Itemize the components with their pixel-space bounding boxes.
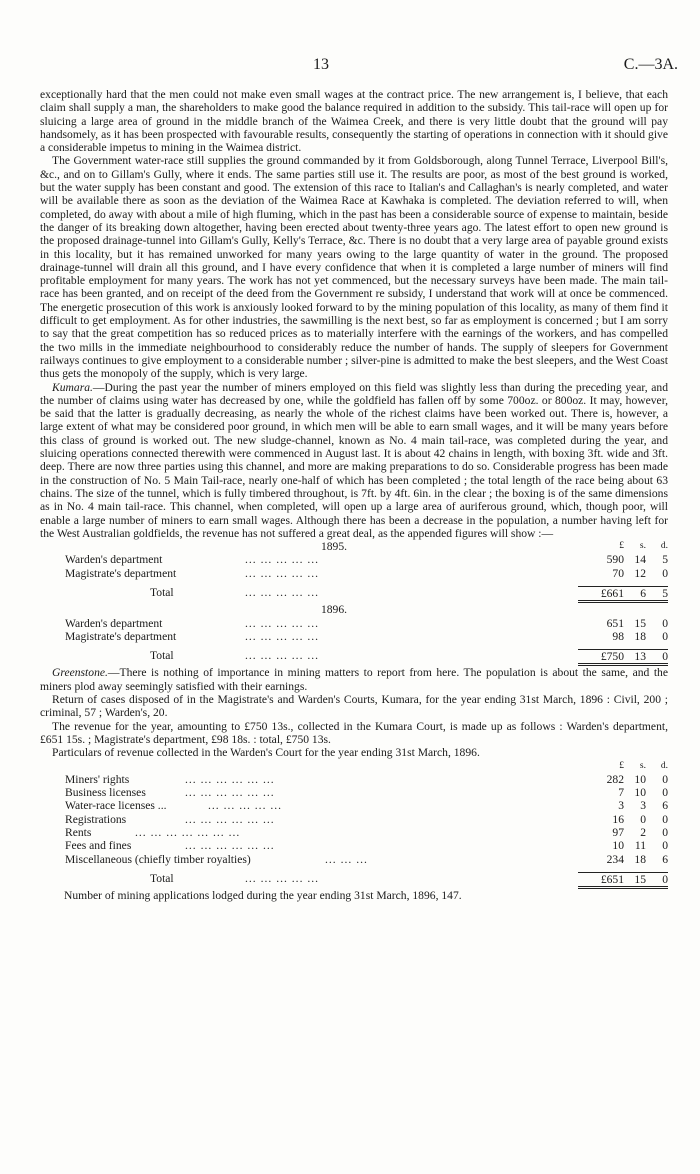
table-row: Miners' rights ... ... ... ... ... ... 282 10 0 [65, 772, 668, 786]
page-number: 13 [313, 56, 329, 73]
table-row: Water-race licenses ... ... ... ... ... ... 3 3 6 [65, 799, 668, 813]
paragraph-return: Return of cases disposed of in the Magistrate's and Warden's Courts, Kumara, for the year ending 31st March, 1896 : Civil, 200 ; criminal, 57 ; Warden's, 20. [40, 693, 668, 720]
pence-header: d. [660, 541, 668, 552]
page-header [30, 56, 678, 76]
shilling-header: s. [639, 541, 646, 552]
pound-header: £ [619, 541, 624, 552]
table-total-row: Total ... ... ... ... ... £661 6 5 [40, 586, 668, 603]
paragraph-water-race: The Government water-race still supplies the ground commanded by it from Goldsborough, along Tunnel Terrace, Liverpool Bill's, &c., and on to Gillam's Gully, where it ends. The same parties still use it. The results are poor, as most of the best ground is worked, but the water supply has been constant and good. The extension of this race to Italian's and Callaghan's is nearly completed, and water will be available there as soon as the deviation of the Waimea Race at Kawhaka is completed. The deviation referred to will, when completed, do away with about a mile of high fluming, which in the past has been a considerable source of expense to maintain, beside the danger of its breaking down altogether, having been erected about twenty-three years ago. The latest effort to open new ground is the proposed drainage-tunnel into Gillam's Gully, Kelly's Terrace, &c. There is no doubt that a very large area of payable ground exists in this locality, but it has remained unworked for many years owing to the large quantity of water in the ground. The proposed drainage-tunnel will drain all this ground, and I have every confidence that when it is completed a large number of miners will find profitable employment for many years. The work has not yet commenced, but the necessary surveys have been made. The main tail-race has been granted, and on receipt of the deed from the Government re subsidy, I understand that work will at once be commenced. The energetic prosecution of this work is anxiously looked forward to by the mining population of this locality, as many of them find it difficult to get employment. As for other industries, the sawmilling is the next best, so far as employment is concerned ; but I am sorry to say that the great competition has so reduced prices as to materially interfere with the earnings of the workers, and has compelled the two mills in the immediate neighbourhood to considerably reduce the number of hands. The supply of sleepers for Government railways continues to give employment to a considerable number ; silver-pine is admitted to make the best sleepers, and the West Coast thus gets the monopoly of the supply, which is very large. [40, 154, 668, 381]
year-heading: 1896. [320, 603, 348, 617]
table-row: Magistrate's department ... ... ... ... ... 98 18 0 [65, 629, 668, 643]
table-row: Fees and fines ... ... ... ... ... ... 10 11 0 [65, 839, 668, 853]
table-row: Business licenses ... ... ... ... ... ... 7 10 0 [65, 786, 668, 800]
paragraph-particulars: Particulars of revenue collected in the Warden's Court for the year ending 31st March, 1896. [52, 746, 480, 760]
paragraph-revenue: The revenue for the year, amounting to £750 13s., collected in the Kumara Court, is made up as follows : Warden's department, £651 15s. ; Magistrate's department, £98 18s. : total, £750 13s. [40, 719, 668, 746]
body-text [40, 88, 668, 903]
revenue-table-warden [40, 760, 668, 890]
kumara-heading: Kumara. [52, 380, 93, 394]
table-row: Warden's department ... ... ... ... ... 590 14 5 [65, 553, 668, 567]
table-row: Miscellaneous (chiefly timber royalties) ... ... ... 234 18 6 [65, 852, 668, 866]
table-row: Registrations ... ... ... ... ... ... 16 0 0 [65, 812, 668, 826]
kumara-text: —During the past year the number of miners employed on this field was slightly less than during the preceding year, and the number of claims using water has decreased by one, while the goldfield has fallen off by some 700oz. or 800oz. It may, however, be said that the latter is gradually decreasing, as nearly the whole of the richest claims have been worked out. There is, however, a large extent of what may be considered poor ground, in which men will be able to earn small wages, and it will be many years before this class of ground is worked out. The new sludge-channel, known as No. 4 main tail-race, was completed during the year, and sluicing operations connected therewith were commenced in August last. It is about 42 chains in length, with boxing 3ft. wide and 3ft. deep. There are now three parties using this channel, and more are making preparations to do so. Considerable progress has been made in the construction of No. 5 Main Tail-race, nearly one-half of which has been completed ; the total length of the race being about 63 chains. The size of the tunnel, which is fully timbered throughout, is 7ft. by 4ft. 6in. in the clear ; the boxing is of the same dimensions as in No. 4 main tail-race. This channel, when completed, will open up a large area of auriferous ground, which, though poor, will enable a large number of miners to earn small wages. Although there has been a decrease in the population, a number having left for the West Australian goldfields, the revenue has not suffered a great deal, as the appended figures will show :— [40, 380, 668, 540]
lsd-header [578, 540, 668, 553]
paragraph-waimea: exceptionally hard that the men could not make even small wages at the contract price. The new arrangement is, I believe, that each claim shall supply a man, the shareholders to make good the balance required in addition to the subsidy. This tail-race will open up for sluicing a large area of ground in the middle branch of the Waimea Creek, and there is very little doubt that the ground will pay handsomely, as it has been prospected with favourable results, consequently the starting of operations in connection with it should give a considerable impetus to mining in the Waimea district. [40, 88, 668, 155]
table-row: Rents ... ... ... ... ... ... ... 97 2 0 [65, 826, 668, 840]
paragraph-applications: Number of mining applications lodged during the year ending 31st March, 1896, 147. [64, 889, 462, 903]
lsd-header: £ s. d. [619, 760, 668, 771]
table-total-row: Total ... ... ... ... ... £651 15 0 [40, 872, 668, 889]
paragraph-greenstone: Greenstone.—There is nothing of importance in mining matters to report from here. The population is about the same, and the miners plod away seemingly satisfied with their earnings. [40, 666, 668, 693]
document-reference: C.—3A. [623, 56, 678, 73]
paragraph-kumara [40, 381, 668, 541]
greenstone-heading: Greenstone. [52, 666, 108, 680]
year-heading: 1895. [320, 540, 348, 554]
table-total-row: Total ... ... ... ... ... £750 13 0 [40, 649, 668, 666]
document-page [30, 0, 678, 903]
table-row: Warden's department ... ... ... ... ... 651 15 0 [65, 616, 668, 630]
revenue-table-kumara [40, 540, 668, 666]
table-row: Magistrate's department ... ... ... ... ... 70 12 0 [65, 566, 668, 580]
